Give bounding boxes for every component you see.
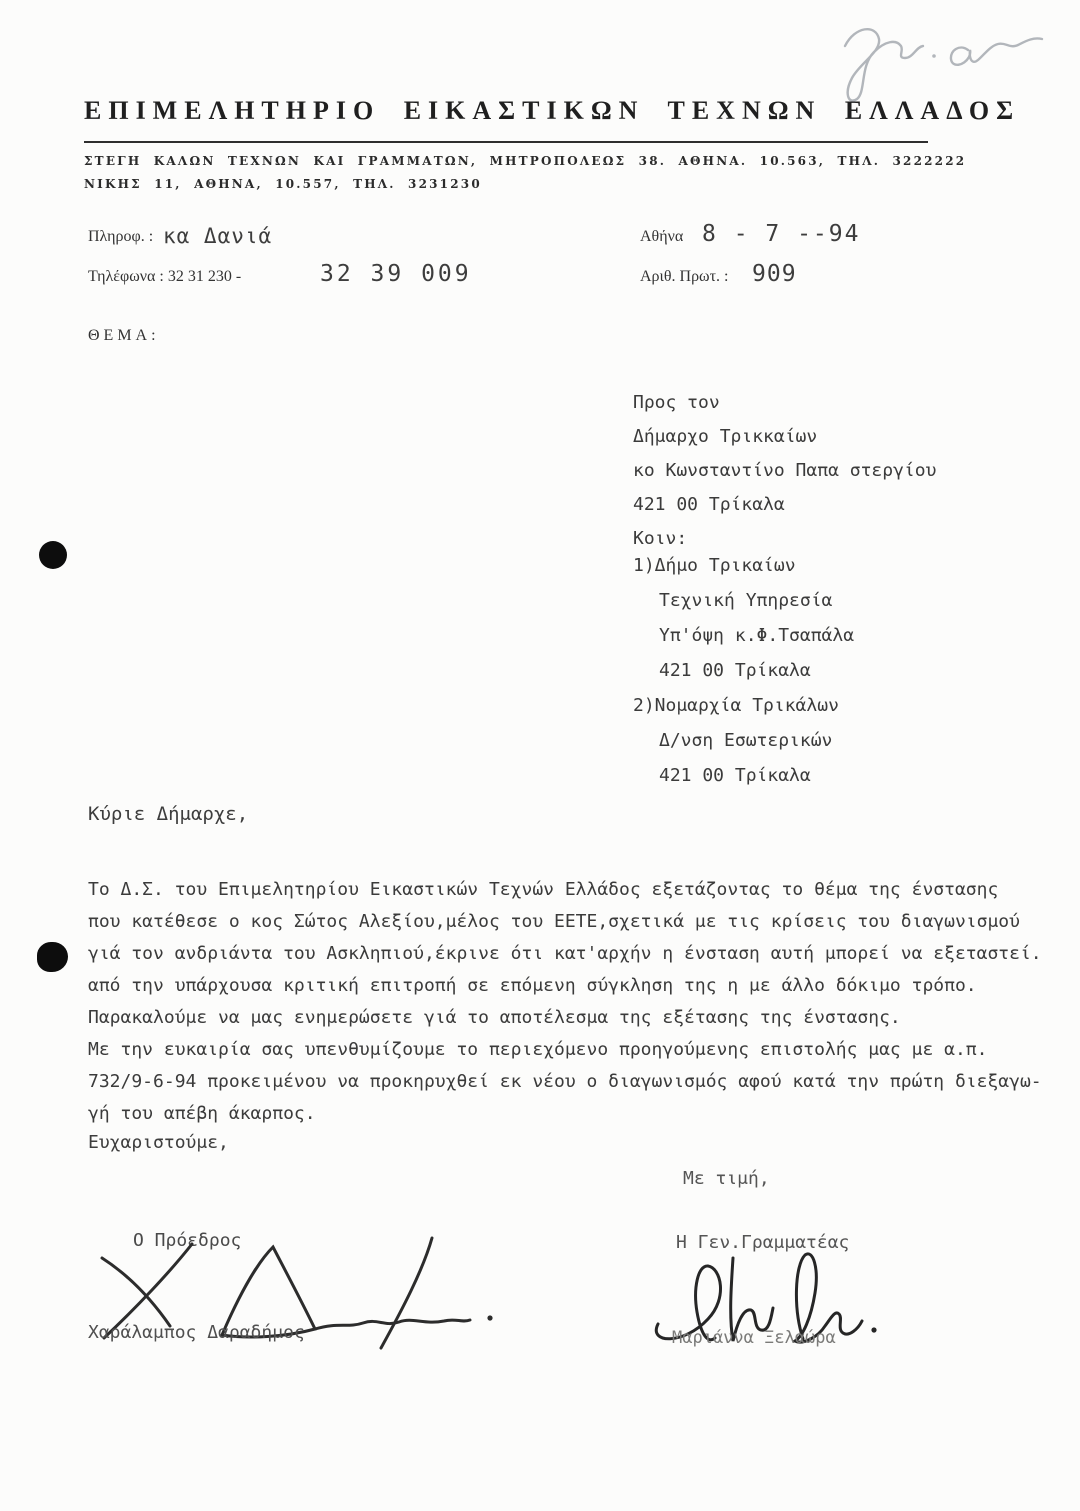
body-line: από την υπάρχουσα κριτική επιτροπή σε επόμενη σύγκληση της η με άλλο δόκιμο τρόπο. [88, 975, 977, 996]
recipient-line: Κοιν: [633, 528, 688, 549]
letterhead-divider [84, 141, 928, 143]
protocol-label: Αριθ. Πρωτ. : [640, 268, 729, 285]
president-name: Χαράλαμπος Δαραδήμος [88, 1322, 305, 1343]
recipient-line: κο Κωνσταντίνο Παπα στεργίου [633, 460, 937, 481]
body-line: Το Δ.Σ. του Επιμελητηρίου Εικαστικών Τεχνών Ελλάδος εξετάζοντας το θέμα της ένστασης [88, 879, 999, 900]
body-line: γή του απέβη άκαρπος. [88, 1103, 316, 1124]
cc-line: 2)Νομαρχία Τρικάλων [633, 695, 839, 716]
president-title: Ο Πρόεδρος [133, 1230, 242, 1251]
org-address-line2: ΝΙΚΗΣ 11, ΑΘΗΝΑ, 10.557, ΤΗΛ. 3231230 [84, 177, 482, 191]
cc-line: Τεχνική Υπηρεσία [659, 590, 833, 611]
recipient-line: Δήμαρχο Τρικκαίων [633, 426, 818, 447]
info-value: κα Δανιά [163, 224, 273, 248]
valediction: Με τιμή, [683, 1168, 770, 1189]
body-line: Με την ευκαιρία σας υπενθυμίζουμε το περιεχόμενο προηγούμενης επιστολής μας με α.π. [88, 1039, 988, 1060]
info-label: Πληροφ. : [88, 228, 154, 245]
phones-label: Τηλέφωνα : 32 31 230 - [88, 268, 242, 285]
closing-line: Ευχαριστούμε, [88, 1132, 229, 1153]
body-line: 732/9-6-94 προκειμένου να προκηρυχθεί εκ νέου ο διαγωνισμός αφού κατά την πρώτη διεξαγω- [88, 1071, 1042, 1092]
protocol-value: 909 [752, 261, 797, 287]
handwritten-note [800, 8, 1060, 103]
scan-hole-mark-bottom [37, 942, 68, 972]
cc-line: 421 00 Τρίκαλα [659, 660, 811, 681]
recipient-line: 421 00 Τρίκαλα [633, 494, 785, 515]
scan-hole-mark-top [39, 541, 67, 569]
recipient-block [633, 386, 936, 556]
body-line: που κατέθεσε ο κος Σώτος Αλεξίου,μέλος του ΕΕΤΕ,σχετικά με τις κρίσεις του διαγωνισμού [88, 911, 1020, 932]
cc-line: Δ/νση Εσωτερικών [659, 730, 833, 751]
recipient-line: Προς τον [633, 392, 720, 413]
date-value: 8 - 7 --94 [702, 221, 861, 247]
letter-body [88, 874, 1042, 1130]
secretary-name: Μαριάννα Ξελαώρα [672, 1328, 836, 1348]
body-line: γιά τον ανδριάντα του Ασκληπιού,έκρινε ότι κατ'αρχήν η ένσταση αυτή μπορεί να εξεταστεί. [88, 943, 1042, 964]
subject-label: ΘΕΜΑ: [88, 327, 160, 344]
city-label: Αθήνα [640, 228, 684, 245]
secretary-title: Η Γεν.Γραμματέας [676, 1232, 850, 1253]
cc-block [633, 548, 854, 793]
cc-line: 1)Δήμο Τρικαίων [633, 555, 796, 576]
cc-line: 421 00 Τρίκαλα [659, 765, 811, 786]
body-line: Παρακαλούμε να μας ενημερώσετε γιά το αποτέλεσμα της εξέτασης της ένστασης. [88, 1007, 901, 1028]
org-address-line1: ΣΤΕΓΗ ΚΑΛΩΝ ΤΕΧΝΩΝ ΚΑΙ ΓΡΑΜΜΑΤΩΝ, ΜΗΤΡΟΠΟΛΕΩΣ 38. ΑΘΗΝΑ. 10.563, ΤΗΛ. 3222222 [84, 154, 967, 168]
salutation: Κύριε Δήμαρχε, [88, 803, 249, 825]
cc-line: Υπ'όψη κ.Φ.Τσαπάλα [659, 625, 855, 646]
org-title: ΕΠΙΜΕΛΗΤΗΡΙΟ ΕΙΚΑΣΤΙΚΩΝ ΤΕΧΝΩΝ ΕΛΛΑΔΟΣ [84, 96, 1021, 125]
phones-value: 32 39 009 [320, 261, 472, 287]
